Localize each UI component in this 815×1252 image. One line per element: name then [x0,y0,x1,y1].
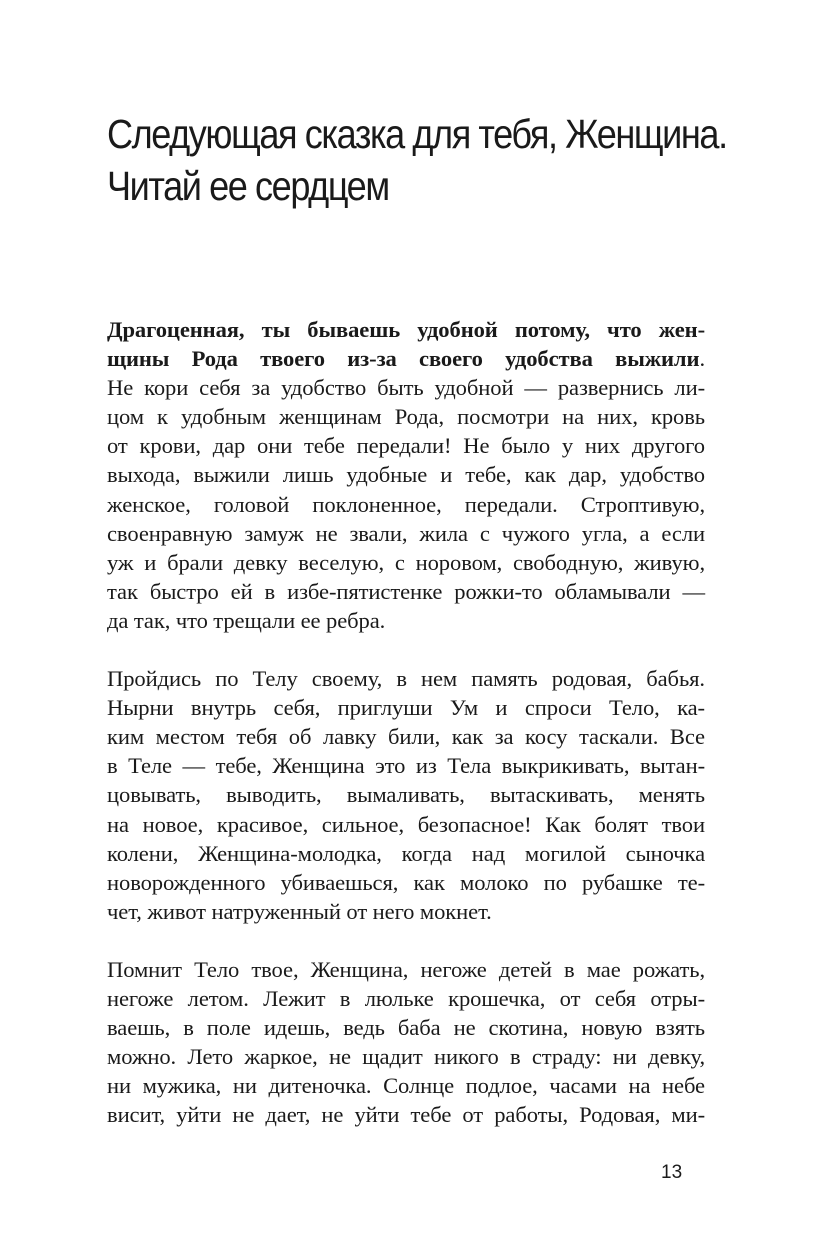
text-line [107,344,705,373]
bold-phrase: щины Рода твоего из-за своего удобства выжили [107,346,700,372]
text-line: негоже летом. Лежит в люльке крошечка, от себя отры- [107,985,705,1011]
text-line: Не кори себя за удобство быть удобной — развернись ли- [107,375,705,401]
text-line: ни мужика, ни дитеночка. Солнце подлое, часами на небе [107,1073,705,1099]
text-line: цом к удобным женщинам Рода, посмотри на них, кровь [107,404,705,430]
text-line: Драгоценная, ты бываешь удобной потому, что жен- [107,317,705,342]
text-line: от крови, дар они тебе передали! Не было у них другого [107,433,705,459]
text-line: на новое, красивое, сильное, безопасное! Как болят твои [107,811,705,837]
text-line: так быстро ей в избе-пятистенке рожки-то обламывали — [107,578,705,604]
text-line: Пройдись по Телу своему, в нем память родовая, бабья. [107,666,705,692]
text-line: Нырни внутрь себя, приглуши Ум и спроси Тело, ка- [107,695,705,721]
text-line: новорожденного убиваешься, как молоко по рубашке те- [107,869,705,895]
text-line: Помнит Тело твое, Женщина, негоже детей в мае рожать, [107,956,705,982]
text-line: в Теле — тебе, Женщина это из Тела выкрикивать, вытан- [107,753,705,779]
paragraph-1 [107,315,705,635]
chapter-title-line-1: Следующая сказка для тебя, Женщина. [107,111,727,157]
chapter-title-line-2: Читай ее сердцем [107,163,389,209]
text-line: уж и брали девку веселую, с норовом, свободную, живую, [107,549,705,575]
text-line: выхода, выжили лишь удобные и тебе, как дар, удобство [107,462,705,488]
chapter-title [107,108,727,212]
page-number: 13 [661,1162,683,1183]
text-line: женское, головой поклоненное, передали. Строптивую, [107,491,705,517]
text-line: цовывать, выводить, вымаливать, вытаскивать, менять [107,782,705,808]
text-line: ваешь, в поле идешь, ведь баба не скотина, новую взять [107,1015,705,1041]
paragraph-2 [107,664,705,926]
body-text [107,315,705,1158]
text-line: висит, уйти не дает, не уйти тебе от работы, Родовая, ми- [107,1102,705,1128]
text-fragment: . [699,346,705,372]
paragraph-3 [107,955,705,1130]
text-line: можно. Лето жаркое, не щадит никого в страду: ни девку, [107,1044,705,1070]
text-line: да так, что трещали ее ребра. [107,607,386,633]
text-line: чет, живот натруженный от него мокнет. [107,898,492,924]
text-line: своенравную замуж не звали, жила с чужого угла, а если [107,520,705,546]
text-line: ким местом тебя об лавку били, как за косу таскали. Все [107,724,705,750]
text-line: колени, Женщина-молодка, когда над могилой сыночка [107,840,705,866]
